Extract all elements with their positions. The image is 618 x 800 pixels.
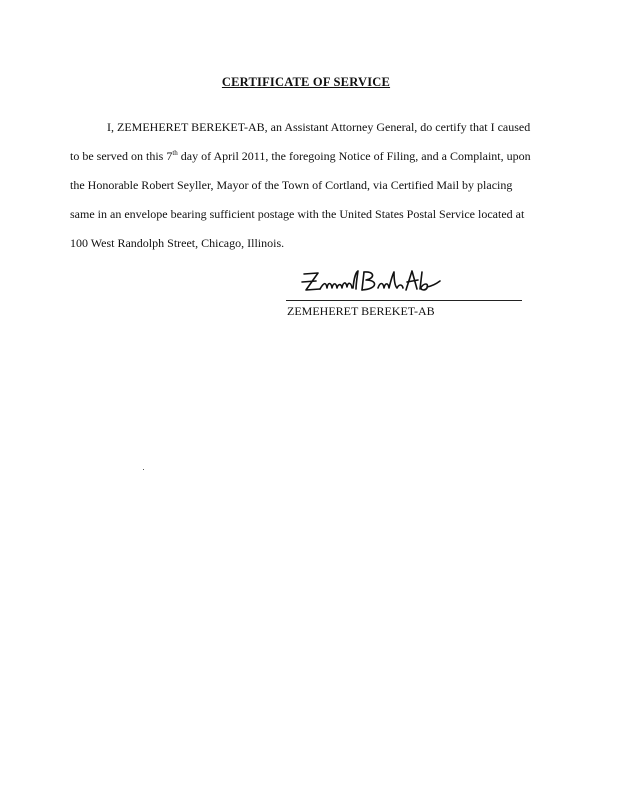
body-line-2 — [70, 149, 531, 164]
body-line-2-start: to be served on this 7 — [70, 149, 173, 163]
document-title: CERTIFICATE OF SERVICE — [221, 75, 391, 89]
scan-speck — [143, 469, 144, 470]
body-line-5: 100 West Randolph Street, Chicago, Illinois. — [70, 236, 285, 250]
ordinal-suffix: th — [172, 149, 178, 157]
body-line-3: the Honorable Robert Seyller, Mayor of the Town of Cortland, via Certified Mail by placing — [70, 178, 513, 192]
body-line-4: same in an envelope bearing sufficient postage with the United States Postal Service located at — [70, 207, 525, 221]
body-line-1: I, ZEMEHERET BEREKET-AB, an Assistant Attorney General, do certify that I caused — [107, 120, 531, 134]
signature-line — [286, 300, 522, 301]
signer-name: ZEMEHERET BEREKET-AB — [287, 304, 435, 318]
handwritten-signature — [296, 268, 446, 302]
body-line-2-end: day of April 2011, the foregoing Notice of Filing, and a Complaint, upon — [177, 149, 531, 163]
